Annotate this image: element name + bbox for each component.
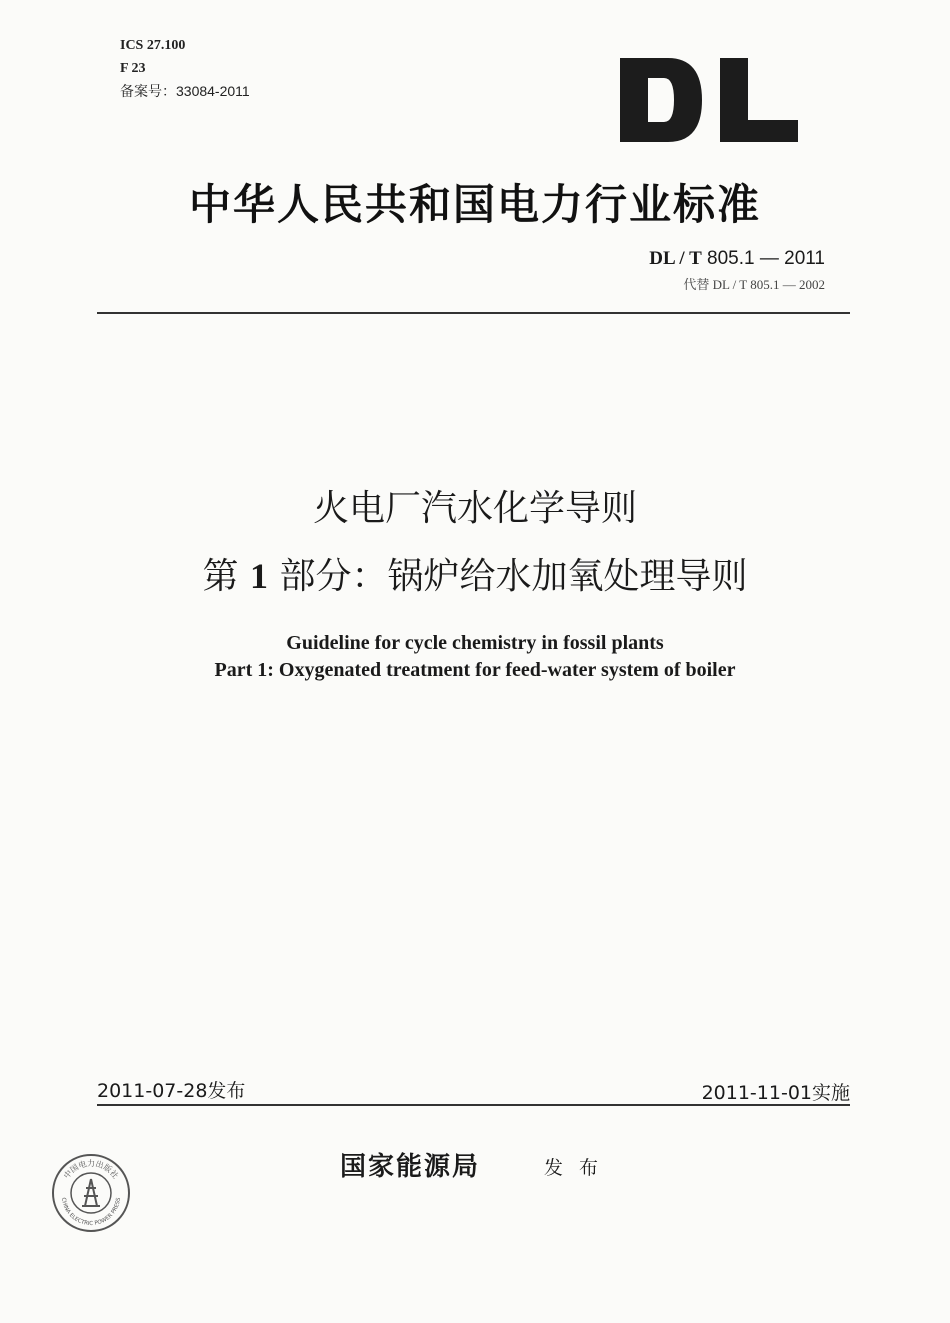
implementation-date: 2011-11-01实施 xyxy=(701,1082,850,1104)
title-cn-part xyxy=(0,548,950,599)
seal-text-en: CHINA ELECTRIC POWER PRESS xyxy=(60,1197,122,1228)
bottom-divider xyxy=(97,1104,850,1106)
publisher-name: 国家能源局 xyxy=(340,1152,481,1182)
standard-number xyxy=(649,248,825,270)
top-divider xyxy=(97,312,850,314)
svg-text:CHINA ELECTRIC POWER PRESS xyxy=(60,1197,122,1227)
title-cn-part-number: 1 xyxy=(250,556,268,596)
classification-codes xyxy=(120,34,250,103)
dl-logo xyxy=(620,58,800,142)
publish-label: 发布 xyxy=(544,1157,615,1179)
seal-text-cn: 中国电力出版社 xyxy=(62,1159,120,1181)
ics-code: ICS 27.100 xyxy=(120,38,186,53)
title-cn-part-text: 部分：锅炉给水加氧处理导则 xyxy=(279,556,748,597)
issue-date: 2011-07-28发布 xyxy=(97,1080,246,1102)
standard-prefix: DL / T xyxy=(649,248,702,269)
header-title: 中华人民共和国电力行业标准 xyxy=(188,180,761,229)
publisher-seal xyxy=(50,1152,132,1234)
replaces-standard: 代替 DL / T 805.1 — 2002 xyxy=(683,277,825,292)
title-en-main: Guideline for cycle chemistry in fossil plants xyxy=(286,632,664,654)
title-en-part: Part 1: Oxygenated treatment for feed-water system of boiler xyxy=(214,659,736,681)
title-cn-main: 火电厂汽水化学导则 xyxy=(312,488,637,529)
filing-number: 备案号：33084-2011 xyxy=(120,83,250,99)
standard-code: 805.1 — 2011 xyxy=(707,248,825,269)
title-cn-part-prefix: 第 xyxy=(202,556,239,597)
category-code: F 23 xyxy=(120,61,146,76)
